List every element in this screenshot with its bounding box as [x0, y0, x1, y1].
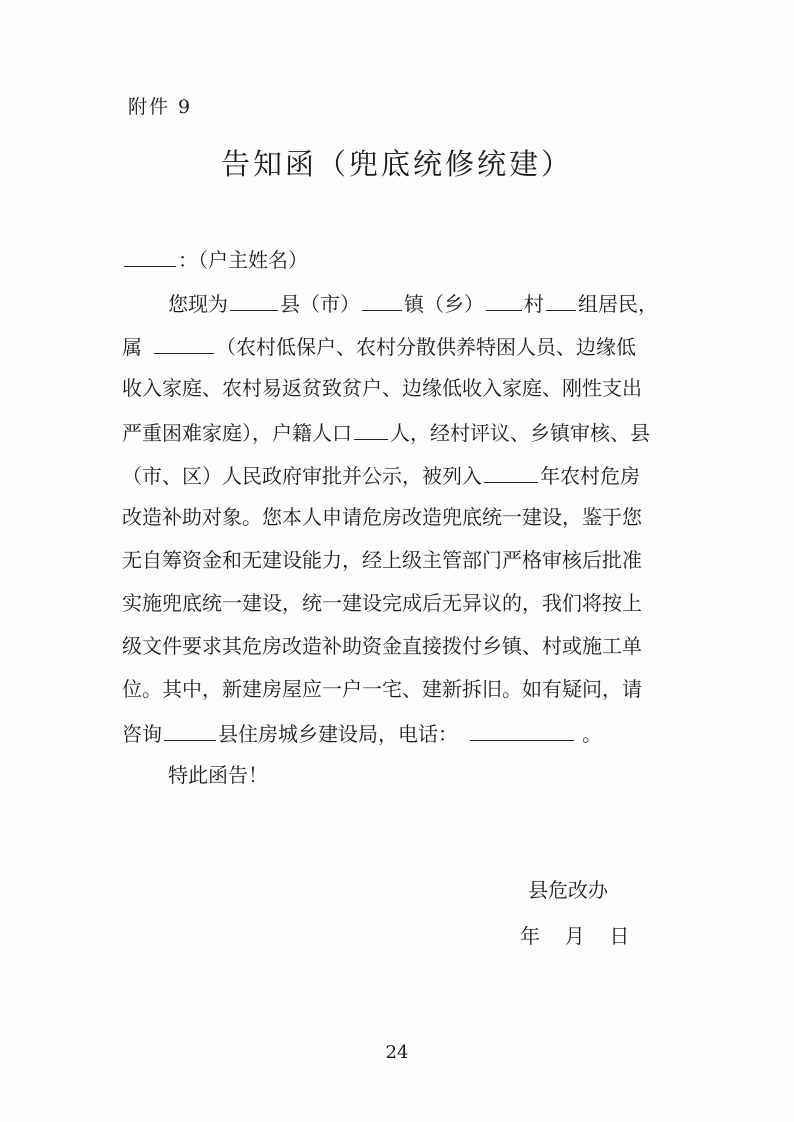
body-text: 您现为 [168, 292, 228, 316]
body-text: 镇（乡） [404, 292, 484, 316]
issuing-office: 县危改办 [528, 878, 608, 902]
body-text: （市、区）人民政府审批并公示，被列入 [122, 464, 482, 488]
county-consult-blank [164, 718, 216, 741]
body-text: （农村低保户、农村分散供养特困人员、边缘低 [216, 335, 636, 359]
population-blank [354, 417, 388, 440]
body-line-4 [122, 417, 650, 447]
body-text: 组居民， [578, 292, 658, 316]
body-line-11 [122, 718, 602, 748]
salutation-text: ：（户主姓名） [178, 248, 308, 272]
body-text: 县（市） [280, 292, 360, 316]
attachment-label: 附件 9 [128, 96, 193, 118]
body-text: 属 [122, 335, 142, 359]
year-blank [484, 460, 538, 483]
body-line-5 [122, 460, 640, 490]
body-text: 严重困难家庭），户籍人口 [122, 421, 352, 445]
body-text: 年农村危房 [540, 464, 640, 488]
body-line-6: 改造补助对象。您本人申请危房改造兜底统一建设，鉴于您 [122, 505, 642, 529]
body-text: 县住房城乡建设局，电话： [218, 722, 458, 746]
household-type-blank [154, 331, 214, 354]
closing-line: 特此函告！ [168, 763, 268, 787]
body-text: 人，经村评议、乡镇审核、县 [390, 421, 650, 445]
body-line-1 [168, 288, 658, 318]
body-line-9: 级文件要求其危房改造补助资金直接拨付乡镇、村或施工单 [122, 634, 642, 658]
body-text: 咨询 [122, 722, 162, 746]
page-title: 告知函（兜底统修统建） [220, 147, 573, 181]
body-line-10: 位。其中，新建房屋应一户一宅、建新拆旧。如有疑问，请 [122, 677, 642, 701]
body-text: 村 [524, 292, 544, 316]
salutation-line [122, 244, 308, 274]
village-blank [486, 288, 522, 311]
body-line-7: 无自筹资金和无建设能力，经上级主管部门严格审核后批准 [122, 548, 642, 572]
body-line-8: 实施兜底统一建设，统一建设完成后无异议的，我们将按上 [122, 591, 642, 615]
page-number: 24 [385, 1042, 409, 1063]
town-blank [362, 288, 402, 311]
body-text: 。 [582, 722, 602, 746]
householder-name-blank [124, 244, 176, 267]
body-line-3: 收入家庭、农村易返贫致贫户、边缘低收入家庭、刚性支出 [122, 376, 642, 400]
group-blank [546, 288, 576, 311]
issue-date: 年 月 日 [520, 924, 634, 948]
body-line-2 [122, 331, 636, 361]
phone-blank [470, 718, 574, 741]
county-blank [230, 288, 278, 311]
